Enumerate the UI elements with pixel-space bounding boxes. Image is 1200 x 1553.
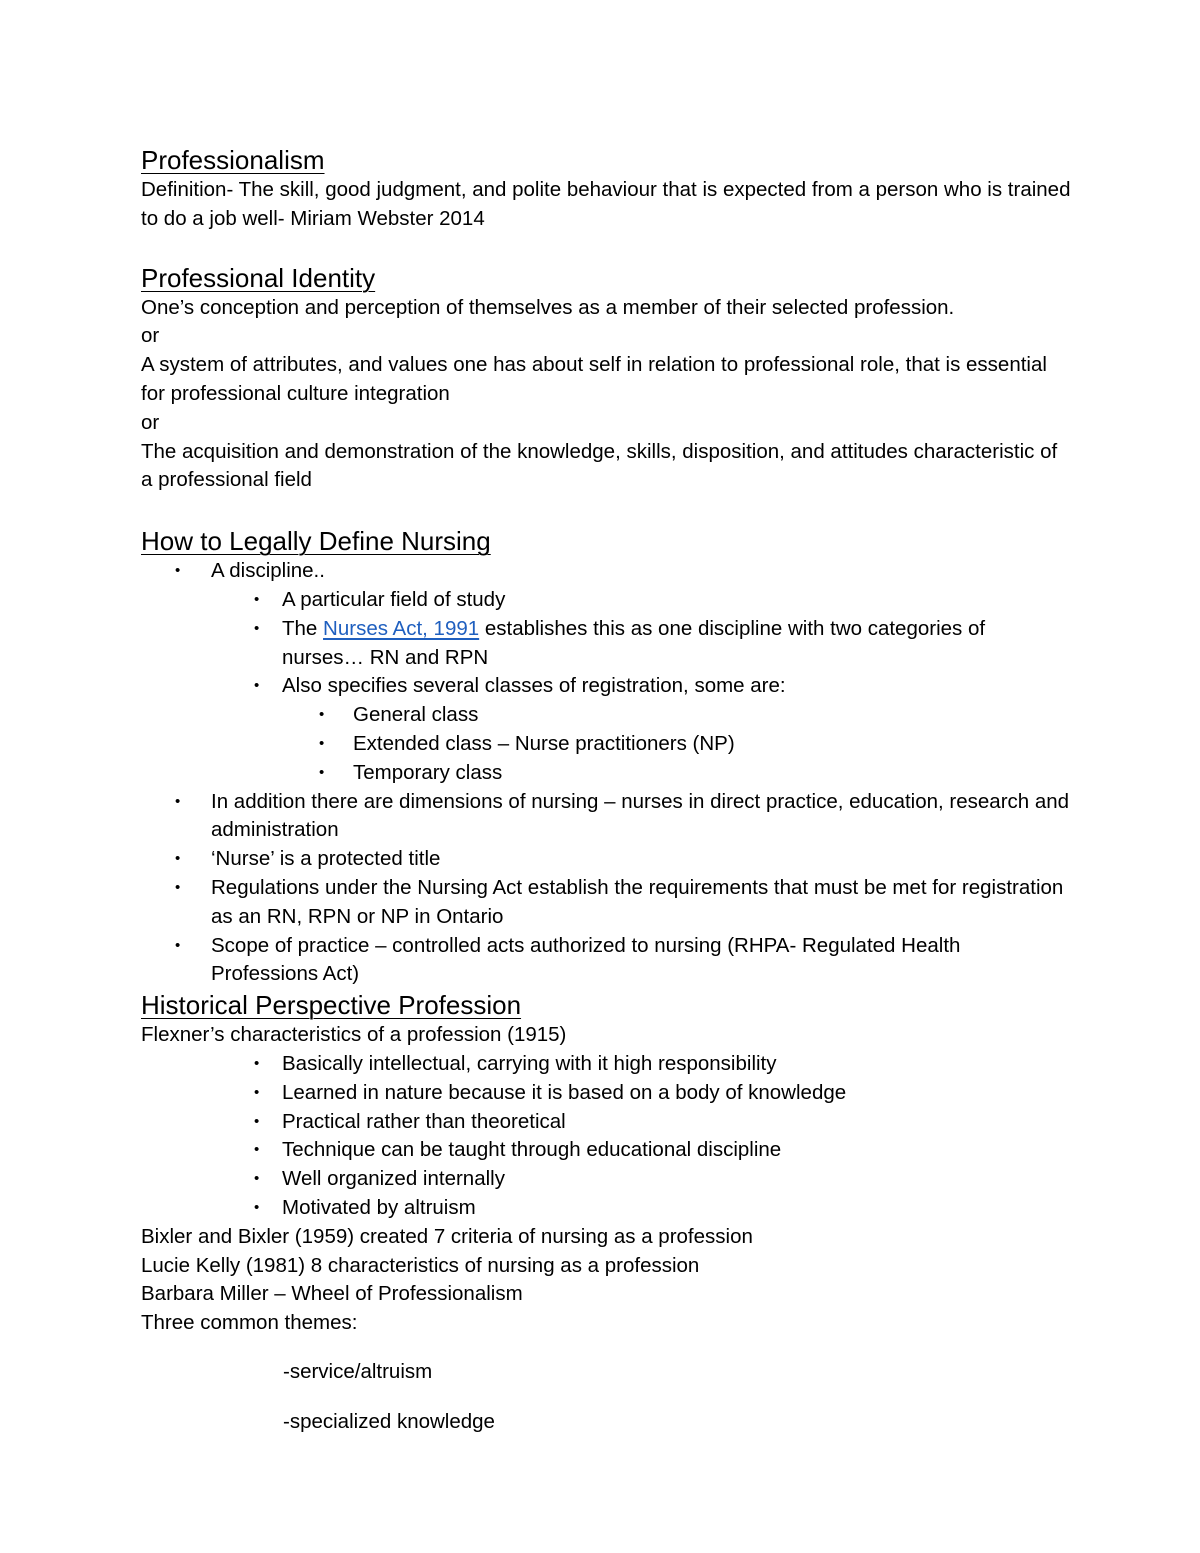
flexner-characteristics: Flexner’s characteristics of a profession (1915) bbox=[141, 1023, 567, 1047]
list-item: • Motivated by altruism bbox=[141, 1194, 1071, 1223]
list-item-temporary-class: • Temporary class bbox=[141, 759, 1071, 788]
list-item-protected-title: • ‘Nurse’ is a protected title bbox=[141, 845, 1071, 874]
identity-or-1: or bbox=[141, 324, 160, 348]
document-page bbox=[141, 144, 1071, 1457]
legal-definition-list bbox=[141, 557, 1071, 989]
heading-professional-identity: Professional Identity bbox=[141, 262, 376, 293]
list-item-extended-class: • Extended class – Nurse practitioners (NP) bbox=[141, 730, 1071, 759]
nurses-act-suffix: establishes this as one discipline with two categories of nurses… RN and RPN bbox=[282, 616, 986, 669]
list-item-scope-of-practice: • Scope of practice – controlled acts authorized to nursing (RHPA- Regulated Health Professions Act) bbox=[141, 932, 1071, 990]
list-item-general-class: • General class bbox=[141, 701, 1071, 730]
heading-professionalism: Professionalism bbox=[141, 145, 325, 175]
list-item: • Learned in nature because it is based on a body of knowledge bbox=[141, 1079, 1071, 1108]
heading-legally-define-nursing: How to Legally Define Nursing bbox=[141, 526, 491, 557]
nurses-act-link[interactable]: Nurses Act, 1991 bbox=[323, 616, 480, 640]
list-item: • Basically intellectual, carrying with it high responsibility bbox=[141, 1050, 1071, 1079]
list-item-field-of-study: • A particular field of study bbox=[141, 586, 1071, 615]
identity-definition-3: The acquisition and demonstration of the knowledge, skills, disposition, and attitudes characteristic of a professional field bbox=[141, 439, 1058, 492]
bixler-criteria: Bixler and Bixler (1959) created 7 criteria of nursing as a profession bbox=[141, 1224, 753, 1248]
miller-wheel: Barbara Miller – Wheel of Professionalism bbox=[141, 1282, 523, 1306]
list-item-nurses-act bbox=[141, 615, 1071, 673]
list-item: • Technique can be taught through educational discipline bbox=[141, 1136, 1071, 1165]
themes-intro: Three common themes: bbox=[141, 1311, 358, 1335]
list-item-dimensions: • In addition there are dimensions of nursing – nurses in direct practice, education, research and administration bbox=[141, 788, 1071, 846]
list-item-registration-classes: • Also specifies several classes of registration, some are: bbox=[141, 672, 1071, 701]
list-item: • Well organized internally bbox=[141, 1165, 1071, 1194]
kelly-characteristics: Lucie Kelly (1981) 8 characteristics of nursing as a profession bbox=[141, 1253, 700, 1277]
identity-definition-1: One’s conception and perception of themselves as a member of their selected profession. bbox=[141, 295, 955, 319]
theme-item: -specialized knowledge bbox=[283, 1409, 495, 1433]
identity-definition-2: A system of attributes, and values one has about self in relation to professional role, that is essential for professional culture integration bbox=[141, 353, 1047, 405]
heading-historical-perspective: Historical Perspective Profession bbox=[141, 990, 522, 1021]
flexner-list bbox=[141, 1050, 1071, 1223]
list-item-regulations: • Regulations under the Nursing Act establish the requirements that must be met for registration as an RN, RPN or NP in Ontario bbox=[141, 874, 1071, 932]
list-item: • Practical rather than theoretical bbox=[141, 1108, 1071, 1137]
nurses-act-prefix: The bbox=[282, 616, 324, 640]
professionalism-definition: Definition- The skill, good judgment, and polite behaviour that is expected from a person who is trained to do a job well- Miriam Webster 2014 bbox=[141, 178, 1071, 230]
identity-or-2: or bbox=[141, 410, 160, 434]
theme-item: -service/altruism bbox=[283, 1360, 433, 1384]
list-item-discipline: • A discipline.. bbox=[141, 557, 1071, 586]
